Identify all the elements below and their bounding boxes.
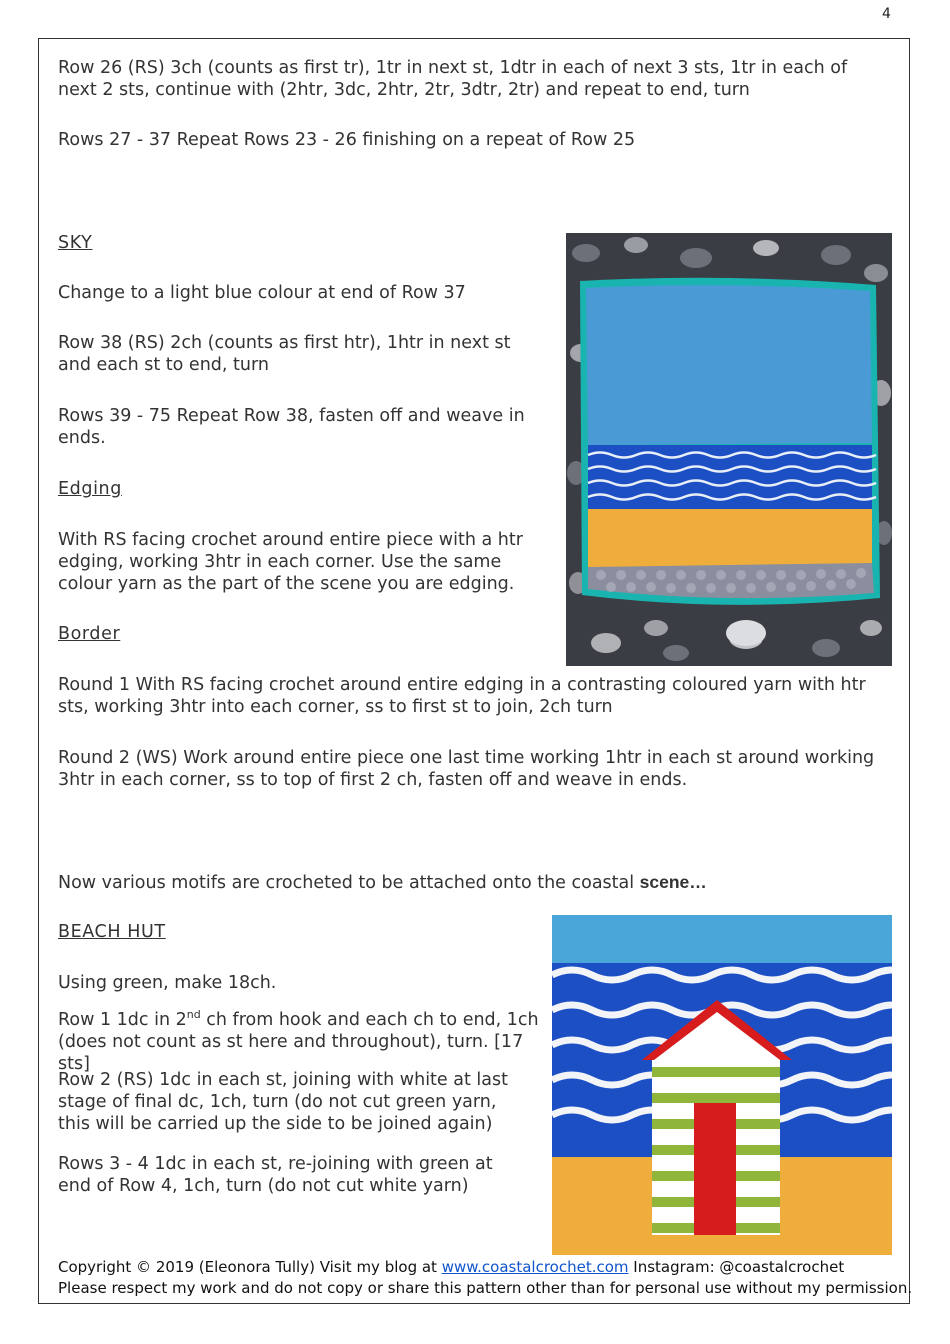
coastal-scene-photo [566, 233, 892, 666]
row-38-text: Row 38 (RS) 2ch (counts as first htr), 1htr in next st and each st to end, turn [58, 333, 511, 375]
border-heading: Border [58, 624, 121, 644]
instagram-text: Instagram: @coastalcrochet [628, 1258, 845, 1276]
edging-text: With RS facing crochet around entire piece with a htr edging, working 3htr in each corner. Use the same colour yarn as the part of the scene you are edging. [58, 530, 523, 594]
rows-27-37-text: Rows 27 - 37 Repeat Rows 23 - 26 finishing on a repeat of Row 25 [58, 130, 636, 150]
beach-hut-photo [552, 915, 892, 1255]
blog-link[interactable]: www.coastalcrochet.com [441, 1258, 629, 1276]
footer-line-1 [58, 1257, 844, 1278]
rows-39-75-text: Rows 39 - 75 Repeat Row 38, fasten off and weave in ends. [58, 406, 525, 448]
round-1-text: Round 1 With RS facing crochet around entire edging in a contrasting coloured yarn with htr sts, working 3htr into each corner, ss to first st to join, 2ch turn [58, 675, 866, 717]
footer-line-2: Please respect my work and do not copy or share this pattern other than for personal use without my permission. [58, 1279, 913, 1297]
copyright-text: Copyright © 2019 (Eleonora Tully) Visit my blog at [58, 1258, 442, 1276]
hut-door [694, 1103, 736, 1235]
edging-heading: Edging [58, 479, 122, 499]
beach-hut-row-1 [58, 1009, 543, 1075]
row-26-text: Row 26 (RS) 3ch (counts as first tr), 1tr in next st, 1dtr in each of next 3 sts, 1tr in each of next 2 sts, continue with (2htr, 3dc, 2htr, 2tr, 3dtr, 2tr) and repeat to end, turn [58, 58, 848, 100]
row-1-part-b: ch from hook and each ch to end, 1ch (does not count as st here and throughout), turn. [17 sts] [58, 1010, 539, 1074]
sand-panel [588, 509, 872, 567]
beach-hut-rows-3-4: Rows 3 - 4 1dc in each st, re-joining with green at end of Row 4, 1ch, turn (do not cut white yarn) [58, 1154, 493, 1196]
sky-heading: SKY [58, 233, 93, 253]
motifs-intro-bold: scene… [639, 872, 707, 892]
sky-change-text: Change to a light blue colour at end of Row 37 [58, 283, 466, 303]
motifs-intro [58, 871, 893, 894]
row-1-part-a: Row 1 1dc in 2 [58, 1010, 187, 1030]
beach-hut-row-2: Row 2 (RS) 1dc in each st, joining with white at last stage of final dc, 1ch, turn (do not cut green yarn, this will be carried up the side to be joined again) [58, 1070, 508, 1134]
round-2-text: Round 2 (WS) Work around entire piece one last time working 1htr in each st around working 3htr in each corner, ss to top of first 2 ch, fasten off and weave in ends. [58, 748, 875, 790]
page-number: 4 [882, 6, 891, 22]
row-1-superscript: nd [186, 1008, 201, 1022]
crochet-blanket [580, 278, 880, 605]
motifs-intro-text: Now various motifs are crocheted to be attached onto the coastal [58, 873, 640, 893]
sky-texture [552, 915, 892, 963]
beach-hut-heading: BEACH HUT [58, 922, 166, 942]
beach-hut-start: Using green, make 18ch. [58, 973, 277, 993]
sky-panel [586, 285, 872, 445]
